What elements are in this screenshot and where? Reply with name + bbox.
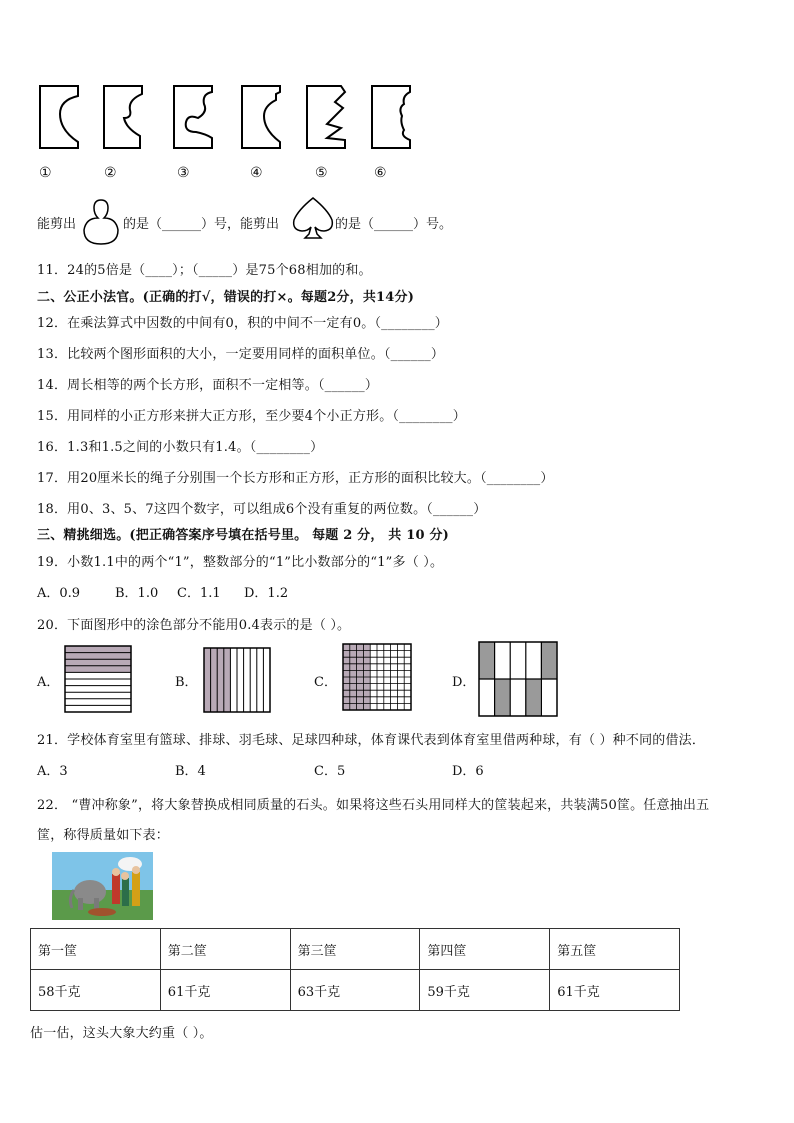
q21-option-b: B．4 bbox=[175, 764, 206, 779]
shape-number-5: ⑤ bbox=[315, 165, 328, 181]
question-17: 17．用20厘米长的绳子分别围一个长方形和正方形，正方形的面积比较大。（________） bbox=[37, 471, 554, 486]
table-cell: 63千克 bbox=[290, 970, 420, 1011]
q19-option-b: B．1.0 bbox=[115, 586, 159, 601]
paper-shape-2 bbox=[102, 84, 146, 150]
paper-shape-6 bbox=[370, 84, 414, 150]
paper-shape-3 bbox=[172, 84, 216, 150]
shape-number-2: ② bbox=[104, 165, 117, 181]
question-20: 20．下面图形中的涂色部分不能用0.4表示的是（ ）。 bbox=[37, 618, 351, 633]
q20-label-c: C． bbox=[314, 675, 337, 690]
table-header-cell: 第三筐 bbox=[290, 929, 420, 970]
table-header-row bbox=[31, 929, 680, 970]
question-18: 18．用0、3、5、7这四个数字，可以组成6个没有重复的两位数。（______） bbox=[37, 502, 487, 517]
table-cell: 58千克 bbox=[31, 970, 161, 1011]
question-22-line-1: 22． “曹冲称象”，将大象替换成相同质量的石头。如果将这些石头用同样大的筐装起来，共装满50筐。任意抽出五 bbox=[37, 798, 710, 813]
basket-weight-table bbox=[30, 928, 680, 1011]
question-11: 11．24的5倍是（____）；（_____）是75个68相加的和。 bbox=[37, 263, 372, 278]
question-16: 16．1.3和1.5之间的小数只有1.4。（________） bbox=[37, 440, 324, 455]
question-14: 14．周长相等的两个长方形，面积不一定相等。（______） bbox=[37, 378, 379, 393]
shape-number-1: ① bbox=[39, 165, 52, 181]
table-header-cell: 第二筐 bbox=[160, 929, 290, 970]
question-19: 19．小数1.1中的两个“1”，整数部分的“1”比小数部分的“1”多（ ）。 bbox=[37, 555, 444, 570]
spade-shape-icon bbox=[290, 196, 336, 244]
section-3-heading: 三、精挑细选。(把正确答案序号填在括号里。 每题 2 分， 共 10 分) bbox=[37, 528, 449, 543]
question-22-line-2: 筐，称得质量如下表： bbox=[37, 828, 170, 843]
shape-number-4: ④ bbox=[250, 165, 263, 181]
figure-c-grid bbox=[342, 643, 412, 711]
cao-chong-elephant-illustration bbox=[52, 852, 153, 920]
question-15: 15．用同样的小正方形来拼大正方形，至少要4个小正方形。（________） bbox=[37, 409, 466, 424]
paper-shape-1 bbox=[38, 84, 82, 150]
q21-option-c: C．5 bbox=[314, 764, 346, 779]
q10-text-1: 能剪出 bbox=[37, 217, 77, 232]
q10-text-3: 的是（______）号。 bbox=[335, 217, 453, 232]
shape-number-3: ③ bbox=[177, 165, 190, 181]
question-21: 21．学校体育室里有篮球、排球、羽毛球、足球四种球，体育课代表到体育室里借两种球，有（ ）种不同的借法． bbox=[37, 733, 706, 748]
shape-number-6: ⑥ bbox=[374, 165, 387, 181]
table-cell: 59千克 bbox=[420, 970, 550, 1011]
q21-option-d: D．6 bbox=[452, 764, 484, 779]
question-13: 13．比较两个图形面积的大小，一定要用同样的面积单位。（______） bbox=[37, 347, 445, 362]
table-header-cell: 第五筐 bbox=[550, 929, 680, 970]
question-22-estimate: 估一估，这头大象大约重（ ）。 bbox=[30, 1026, 213, 1041]
q20-label-a: A． bbox=[37, 675, 60, 690]
table-cell: 61千克 bbox=[550, 970, 680, 1011]
q21-option-a: A．3 bbox=[37, 764, 68, 779]
table-row bbox=[31, 970, 680, 1011]
table-header-cell: 第四筐 bbox=[420, 929, 550, 970]
q19-option-d: D．1.2 bbox=[244, 586, 289, 601]
table-cell: 61千克 bbox=[160, 970, 290, 1011]
figure-d-blocks bbox=[478, 641, 558, 717]
gourd-shape-icon bbox=[80, 198, 122, 246]
question-12: 12．在乘法算式中因数的中间有0，积的中间不一定有0。（________） bbox=[37, 316, 448, 331]
section-2-heading: 二、公正小法官。(正确的打√，错误的打×。每题2分，共14分) bbox=[37, 290, 415, 305]
table-header-cell: 第一筐 bbox=[31, 929, 161, 970]
q20-label-d: D． bbox=[452, 675, 476, 690]
q10-text-2: 的是（______）号，能剪出 bbox=[123, 217, 280, 232]
q19-option-a: A．0.9 bbox=[37, 586, 81, 601]
figure-b-vertical-stripes bbox=[203, 647, 271, 713]
q19-option-c: C．1.1 bbox=[177, 586, 221, 601]
figure-a-horizontal-stripes bbox=[64, 645, 132, 713]
paper-shape-5 bbox=[305, 84, 349, 150]
paper-shape-4 bbox=[240, 84, 284, 150]
q20-label-b: B． bbox=[175, 675, 198, 690]
